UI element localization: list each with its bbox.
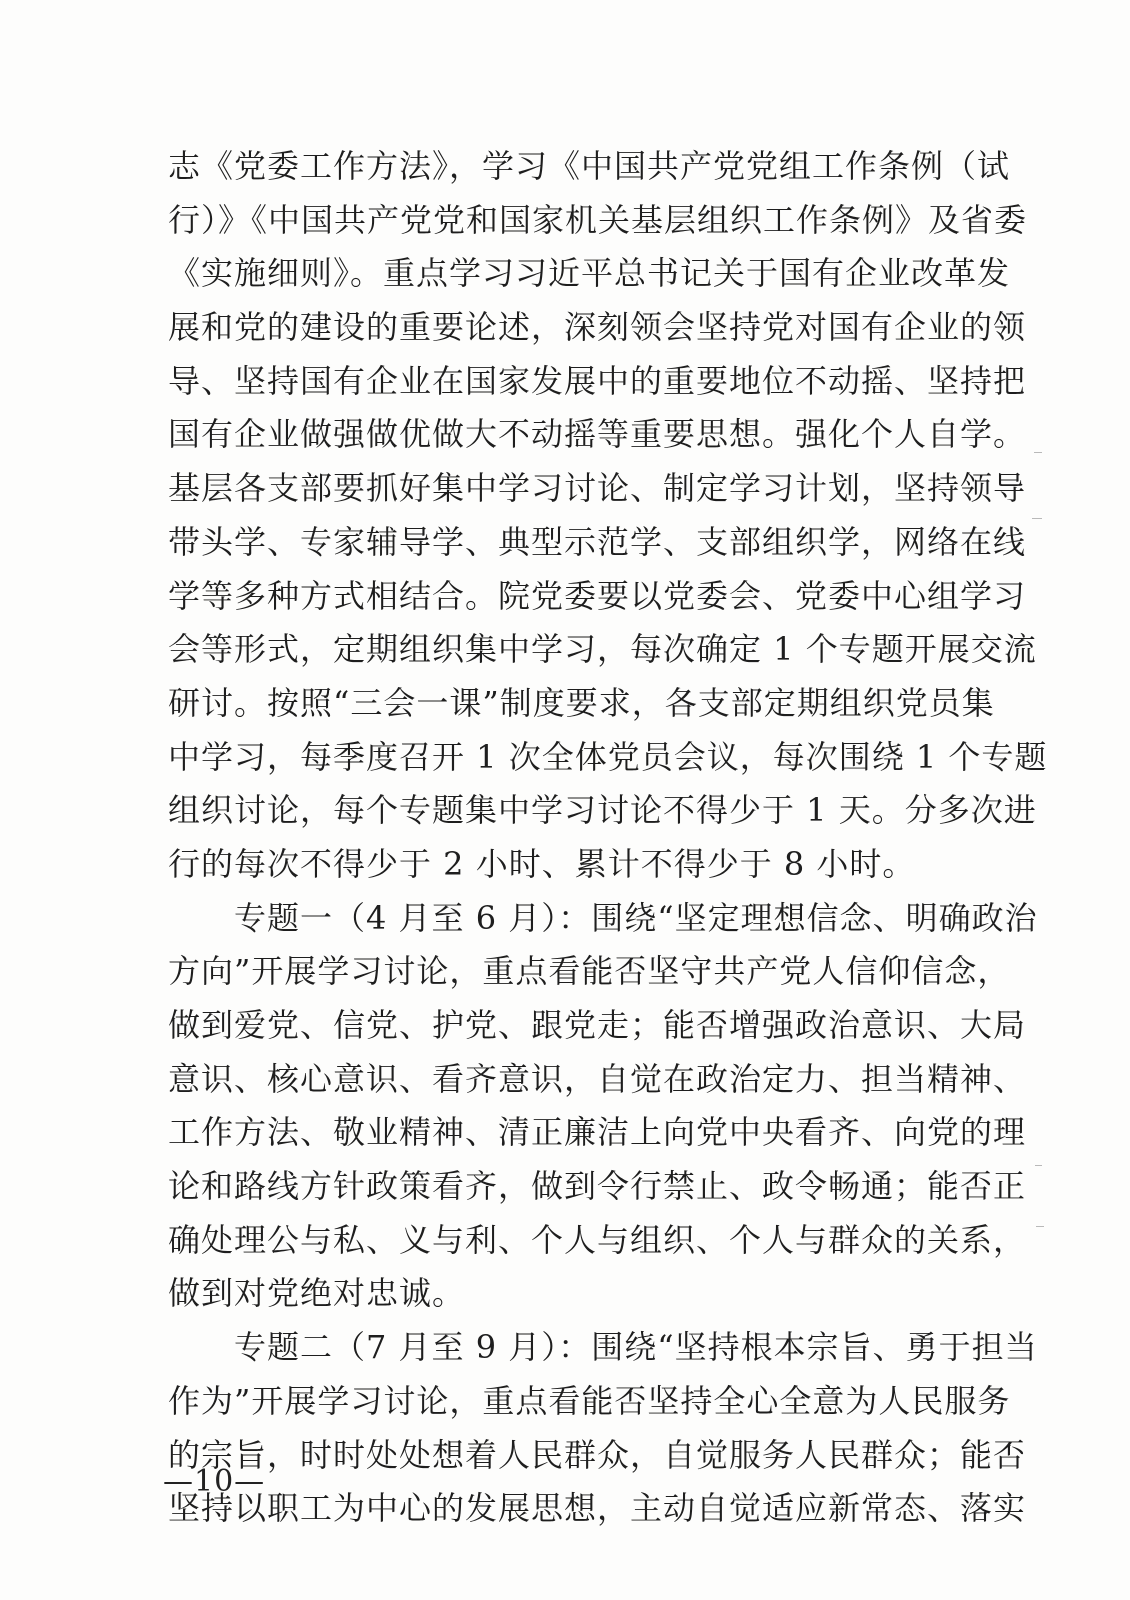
- scan-mark: [1035, 1165, 1042, 1166]
- body-text: [168, 140, 1048, 1536]
- text-line: 组织讨论，每个专题集中学习讨论不得少于 1 天。分多次进: [168, 791, 1037, 830]
- text-line: 工作方法、敬业精神、清正廉洁上向党中央看齐、向党的理: [168, 1113, 1027, 1152]
- text-line: 行的每次不得少于 2 小时、累计不得少于 8 小时。: [168, 844, 916, 883]
- text-line: 志《党委工作方法》，学习《中国共产党党组工作条例（试: [168, 147, 1011, 185]
- scan-mark: [1036, 1226, 1044, 1227]
- text-line: 的宗旨，时时处处想着人民群众，自觉服务人民群众；能否: [168, 1435, 1027, 1474]
- text-line: 论和路线方针政策看齐，做到令行禁止、政令畅通；能否正: [168, 1167, 1027, 1206]
- text-line: 展和党的建设的重要论述，深刻领会坚持党对国有企业的领: [168, 308, 1027, 347]
- text-line: 确处理公与私、义与利、个人与组织、个人与群众的关系，: [168, 1220, 1027, 1259]
- text-line: 专题一（4 月至 6 月）：围绕“坚定理想信念、明确政治: [168, 898, 1038, 937]
- scan-mark: [1032, 518, 1042, 519]
- text-line: 研讨。按照“三会一课”制度要求，各支部定期组织党员集: [168, 683, 995, 722]
- text-line: 作为”开展学习讨论，重点看能否坚持全心全意为人民服务: [168, 1381, 1011, 1420]
- text-line: 做到爱党、信党、护党、跟党走；能否增强政治意识、大局: [168, 1006, 1027, 1044]
- text-line: 做到对党绝对忠诚。: [168, 1274, 466, 1313]
- text-line: 学等多种方式相结合。院党委要以党委会、党委中心组学习: [168, 576, 1027, 615]
- text-line: 基层各支部要抓好集中学习讨论、制定学习计划，坚持领导: [168, 469, 1027, 508]
- text-line: 导、坚持国有企业在国家发展中的重要地位不动摇、坚持把: [168, 361, 1027, 400]
- text-line: 《实施细则》。重点学习习近平总书记关于国有企业改革发: [168, 254, 1011, 293]
- text-line: 意识、核心意识、看齐意识，自觉在政治定力、担当精神、: [168, 1059, 1027, 1098]
- text-line: 国有企业做强做优做大不动摇等重要思想。强化个人自学。: [168, 415, 1027, 454]
- scan-mark: [1034, 452, 1042, 453]
- text-line: 坚持以职工为中心的发展思想，主动自觉适应新常态、落实: [168, 1489, 1027, 1528]
- page-number: —10—: [163, 1464, 266, 1499]
- text-line: 带头学、专家辅导学、典型示范学、支部组织学，网络在线: [168, 522, 1027, 561]
- text-line: 中学习，每季度召开 1 次全体党员会议，每次围绕 1 个专题: [168, 737, 1048, 776]
- text-line: 会等形式，定期组织集中学习，每次确定 1 个专题开展交流: [168, 630, 1037, 669]
- text-line: 行）》《中国共产党党和国家机关基层组织工作条例》及省委: [168, 200, 1028, 239]
- text-line: 方向”开展学习讨论，重点看能否坚守共产党人信仰信念，: [168, 952, 1011, 991]
- text-line: 专题二（7 月至 9 月）：围绕“坚持根本宗旨、勇于担当: [168, 1328, 1038, 1367]
